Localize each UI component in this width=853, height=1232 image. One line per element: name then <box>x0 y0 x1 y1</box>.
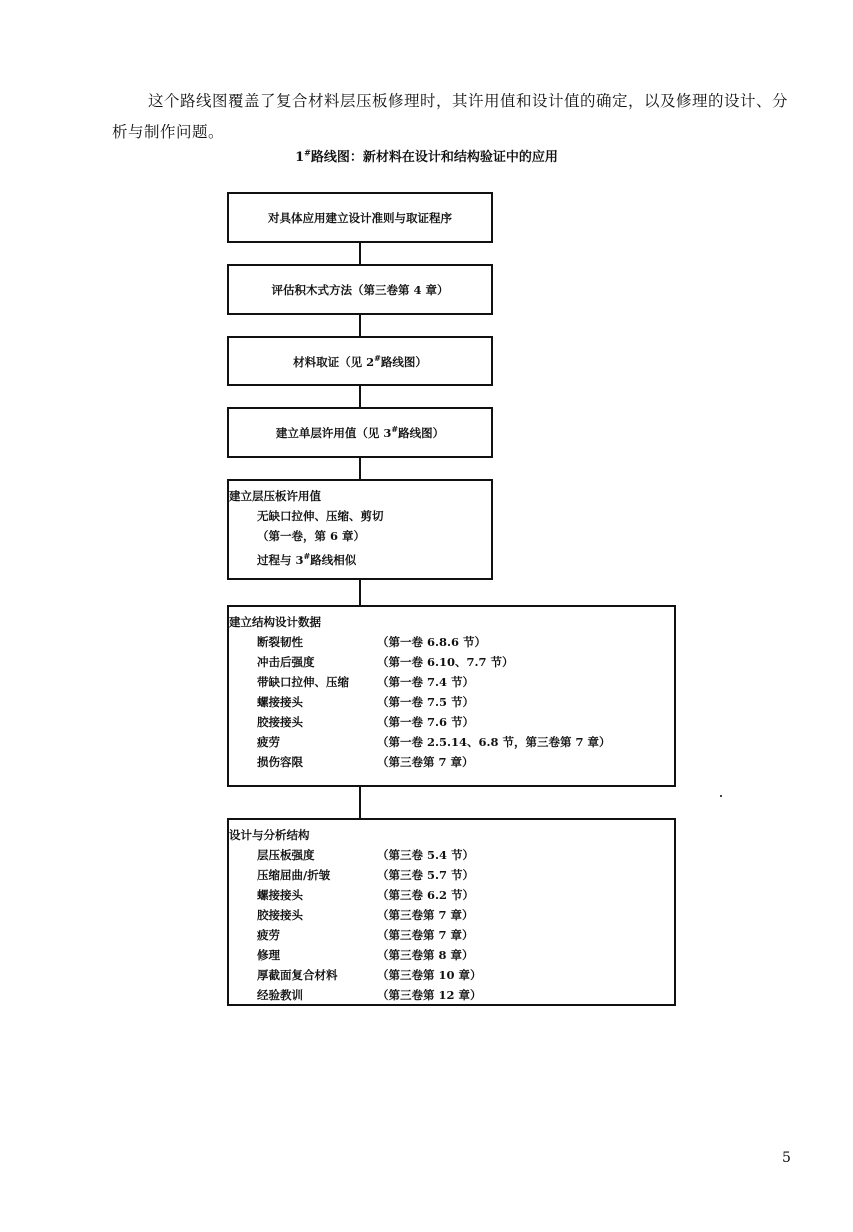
item-ref: （第三卷第 7 章） <box>377 908 474 922</box>
list-item <box>229 845 674 865</box>
list-item <box>229 672 674 692</box>
b4-before: 建立单层许用值（见 3 <box>275 425 392 440</box>
list-item <box>229 752 674 772</box>
item-label: 螺接接头 <box>257 695 303 709</box>
item-ref: （第一卷 6.8.6 节） <box>377 635 487 649</box>
box-material-qualification <box>227 336 493 386</box>
item-ref: （第一卷 7.4 节） <box>377 675 475 689</box>
item-ref: （第三卷第 8 章） <box>377 948 474 962</box>
item-label: 疲劳 <box>257 735 280 749</box>
flowchart-title <box>0 146 853 165</box>
list-item <box>229 925 674 945</box>
list-item <box>229 965 674 985</box>
connector-1-2 <box>359 242 361 264</box>
list-item <box>229 712 674 732</box>
box-laminate-allowables-heading: 建立层压板许用值 <box>229 489 321 503</box>
item-label: 层压板强度 <box>257 848 315 862</box>
item-ref: （第一卷 6.10、7.7 节） <box>377 655 514 669</box>
item-label: 断裂韧性 <box>257 635 303 649</box>
laminate-line-3-before: 过程与 3 <box>257 552 304 567</box>
list-item <box>229 865 674 885</box>
box-building-block-text: 评估积木式方法（第三卷第 4 章） <box>271 282 449 297</box>
laminate-line-2: （第一卷，第 6 章） <box>257 529 366 543</box>
item-label: 修理 <box>257 948 280 962</box>
item-ref: （第一卷 2.5.14、6.8 节，第三卷第 7 章） <box>377 735 611 749</box>
laminate-line-3-sup: # <box>303 551 311 561</box>
item-label: 经验教训 <box>257 988 303 1002</box>
list-item <box>229 652 674 672</box>
item-label: 损伤容限 <box>257 755 303 769</box>
list-item <box>229 945 674 965</box>
laminate-line-3-after: 路线相似 <box>310 552 357 567</box>
list-item <box>229 632 674 652</box>
item-ref: （第三卷第 10 章） <box>377 968 482 982</box>
item-ref: （第三卷 5.4 节） <box>377 848 475 862</box>
box-material-qualification-text <box>293 353 427 370</box>
item-label: 胶接接头 <box>257 908 303 922</box>
list-item <box>229 732 674 752</box>
list-item <box>229 905 674 925</box>
box-design-analysis-heading: 设计与分析结构 <box>229 828 310 842</box>
flowchart-title-text: 路线图：新材料在设计和结构验证中的应用 <box>310 150 558 165</box>
item-ref: （第一卷 7.6 节） <box>377 715 475 729</box>
page-number: 5 <box>782 1150 791 1166</box>
item-ref: （第三卷 6.2 节） <box>377 888 475 902</box>
flowchart-title-sup: # <box>304 147 311 158</box>
item-label: 压缩屈曲/折皱 <box>257 868 331 882</box>
item-ref: （第一卷 7.5 节） <box>377 695 475 709</box>
item-ref: （第三卷 5.7 节） <box>377 868 475 882</box>
laminate-line-1: 无缺口拉伸、压缩、剪切 <box>257 509 384 523</box>
connector-2-3 <box>359 314 361 336</box>
item-ref: （第三卷第 7 章） <box>377 928 474 942</box>
box-structural-design-data <box>227 605 676 787</box>
b4-after: 路线图） <box>398 425 445 440</box>
box-structural-design-data-heading: 建立结构设计数据 <box>229 615 321 629</box>
connector-3-4 <box>359 385 361 407</box>
item-label: 胶接接头 <box>257 715 303 729</box>
flowchart-title-number: 1 <box>295 150 305 165</box>
item-label: 冲击后强度 <box>257 655 315 669</box>
laminate-line-3 <box>229 546 491 570</box>
stray-mark <box>720 795 722 797</box>
box-lamina-allowables <box>227 407 493 458</box>
box-building-block <box>227 264 493 315</box>
item-ref: （第三卷第 7 章） <box>377 755 474 769</box>
connector-5-6 <box>359 579 361 605</box>
box-lamina-allowables-text <box>276 424 444 441</box>
list-item <box>229 985 674 1005</box>
connector-4-5 <box>359 457 361 479</box>
list-item <box>229 692 674 712</box>
item-label: 螺接接头 <box>257 888 303 902</box>
b3-sup: # <box>374 352 381 363</box>
item-label: 疲劳 <box>257 928 280 942</box>
item-label: 厚截面复合材料 <box>257 968 338 982</box>
box-design-analysis <box>227 818 676 1006</box>
b3-before: 材料取证（见 2 <box>293 354 375 369</box>
b4-sup: # <box>391 424 399 435</box>
box-design-criteria-text: 对具体应用建立设计准则与取证程序 <box>268 210 452 225</box>
box-laminate-allowables <box>227 479 493 580</box>
list-item <box>229 885 674 905</box>
box-design-criteria <box>227 192 493 243</box>
connector-6-7 <box>359 786 361 818</box>
b3-after: 路线图） <box>380 354 427 369</box>
item-ref: （第三卷第 12 章） <box>377 988 482 1002</box>
item-label: 带缺口拉伸、压缩 <box>257 675 349 689</box>
intro-paragraph: 这个路线图覆盖了复合材料层压板修理时，其许用值和设计值的确定，以及修理的设计、分析与制作问题。 <box>112 92 789 141</box>
